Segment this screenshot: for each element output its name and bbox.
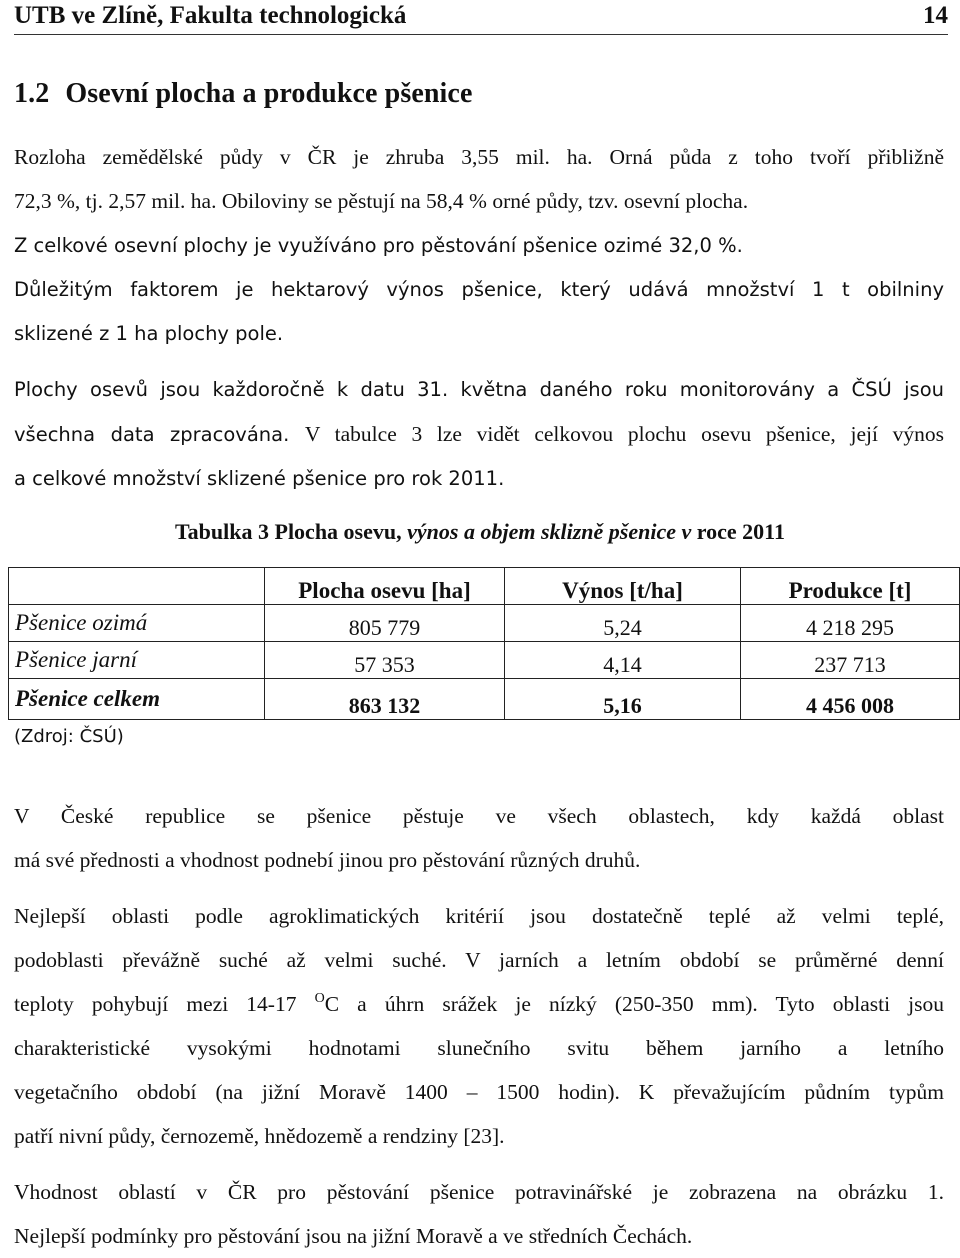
production-table [8, 567, 960, 720]
column-header: Produkce [t] [741, 568, 960, 605]
caption-part: Tabulka 3 Plocha osevu, [175, 519, 408, 544]
paragraph-6 [14, 1170, 944, 1258]
paragraph-4 [14, 794, 944, 882]
paragraph-segment: teploty pohybují mezi 14-17 [14, 992, 297, 1016]
table-cell: 5,24 [505, 605, 741, 642]
paragraph-segment: podoblasti převážně suché až velmi suché. [14, 948, 447, 972]
row-label: Pšenice ozimá [9, 605, 265, 642]
paragraph-line: patří nivní půdy, černozemě, hnědozemě a rendziny [23]. [14, 1124, 505, 1148]
paragraph-segment: V jarních a letním období se průměrné denní [465, 948, 944, 972]
paragraph-line: Plochy osevů jsou každoročně k datu 31. května daného roku monitorovány a ČSÚ jsou [14, 378, 944, 401]
degree-superscript: O [314, 991, 325, 1006]
table-row [9, 605, 960, 642]
paragraph-line: Vhodnost oblastí v ČR pro pěstování pšenice potravinářské je zobrazena na obrázku 1. [14, 1180, 944, 1204]
table-cell: 4 456 008 [741, 679, 960, 720]
paragraph-segment: všechna data zpracována. [14, 423, 290, 446]
paragraph-1 [14, 135, 944, 223]
paragraph-line: a celkové množství sklizené pšenice pro rok 2011. [14, 467, 505, 490]
caption-part: roce 2011 [691, 519, 785, 544]
caption-part-italic: výnos a objem sklizně pšenice v [407, 519, 692, 544]
paragraph-3 [14, 368, 944, 501]
row-label: Pšenice jarní [9, 642, 265, 679]
paragraph-segment: C a úhrn srážek je nízký (250-350 mm). Tyto oblasti jsou [324, 992, 945, 1016]
paragraph-line: vegetačního období (na jižní Moravě 1400 – 1500 hodin). K převažujícím půdním typům [14, 1080, 944, 1104]
table-cell: 863 132 [265, 679, 505, 720]
paragraph-line: 72,3 %, tj. 2,57 mil. ha. Obiloviny se pěstují na 58,4 % orné půdy, tzv. osevní plocha. [14, 189, 749, 213]
table-cell: 4 218 295 [741, 605, 960, 642]
table-cell: 237 713 [741, 642, 960, 679]
paragraph-line [14, 982, 944, 1026]
paragraph-line [14, 412, 944, 457]
running-header [14, 0, 948, 30]
section-heading [14, 78, 473, 110]
header-title: UTB ve Zlíně, Fakulta technologická [14, 2, 407, 29]
paragraph-segment: V tabulce 3 lze vidět celkovou plochu osevu pšenice, její výnos [304, 422, 945, 446]
paragraph-line: Nejlepší podmínky pro pěstování jsou na jižní Moravě a ve středních Čechách. [14, 1224, 693, 1248]
paragraph-line: Důležitým faktorem je hektarový výnos pšenice, který udává množství 1 t obilniny [14, 278, 944, 301]
table-header-row [9, 568, 960, 605]
paragraph-line: V České republice se pšenice pěstuje ve všech oblastech, kdy každá oblast [14, 804, 944, 828]
table-total-row [9, 679, 960, 720]
paragraph-5 [14, 894, 944, 1158]
section-title: Osevní plocha a produkce pšenice [65, 78, 473, 109]
table-cell: 805 779 [265, 605, 505, 642]
paragraph-line [14, 938, 944, 982]
page-number: 14 [923, 2, 948, 29]
row-label: Pšenice celkem [9, 679, 265, 720]
table-cell: 5,16 [505, 679, 741, 720]
paragraph-line: Nejlepší oblasti podle agroklimatických kritérií jsou dostatečně teplé až velmi teplé, [14, 904, 944, 928]
table-cell: 57 353 [265, 642, 505, 679]
paragraph-line: Rozloha zemědělské půdy v ČR je zhruba 3,55 mil. ha. Orná půda z toho tvoří přibližně [14, 145, 944, 169]
header-divider [14, 34, 948, 35]
paragraph-line: má své přednosti a vhodnost podnebí jinou pro pěstování různých druhů. [14, 848, 641, 872]
table-row [9, 642, 960, 679]
paragraph-line: charakteristické vysokými hodnotami slunečního svitu během jarního a letního [14, 1036, 944, 1060]
column-header [9, 568, 265, 605]
paragraph-line: Z celkové osevní plochy je využíváno pro pěstování pšenice ozimé 32,0 %. [14, 234, 743, 257]
column-header: Plocha osevu [ha] [265, 568, 505, 605]
column-header: Výnos [t/ha] [505, 568, 741, 605]
table-cell: 4,14 [505, 642, 741, 679]
table-caption [0, 519, 960, 545]
paragraph-line: sklizené z 1 ha plochy pole. [14, 322, 284, 345]
section-number: 1.2 [14, 78, 50, 109]
paragraph-2 [14, 224, 944, 356]
table-source: (Zdroj: ČSÚ) [14, 726, 124, 747]
